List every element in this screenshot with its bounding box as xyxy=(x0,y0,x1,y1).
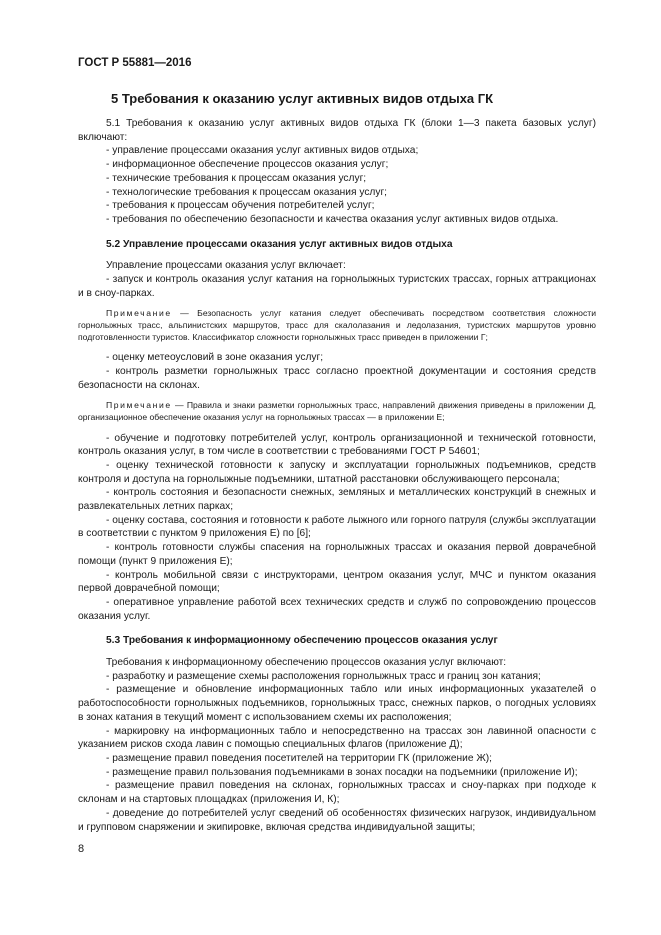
document-code: ГОСТ Р 55881—2016 xyxy=(78,57,192,69)
list-item: - технологические требования к процессам оказания услуг; xyxy=(106,186,387,198)
list-item: - размещение и обновление информационных табло или иных информационных указателей о работоспособности горнолыжных подъемников, горнолыжных трасс, снежных парков, о погодных условиях в зонах катания в текущий момент с использованием схемы их расположения; xyxy=(78,684,596,723)
subsection-title-5-2: 5.2 Управление процессами оказания услуг активных видов отдыха xyxy=(106,238,453,250)
list-item: - информационное обеспечение процессов оказания услуг; xyxy=(106,159,389,171)
list-item: - оценку метеоусловий в зоне оказания услуг; xyxy=(106,352,324,364)
subsection-title-5-3: 5.3 Требования к информационному обеспечению процессов оказания услуг xyxy=(106,635,498,647)
note-label: Примечание xyxy=(106,400,172,411)
list-item: - технические требования к процессам оказания услуг; xyxy=(106,172,367,184)
list-item: - оценку технической готовности к запуску и эксплуатации горнолыжных подъемников, средств контроля и доступа на горнолыжные подъемники, штатной расстановки обслуживающего персонала; xyxy=(78,459,596,485)
list-item: - контроль готовности службы спасения на горнолыжных трассах и оказания первой доврачебной помощи (пункт 9 приложения Е); xyxy=(78,542,596,567)
list-item: - требования по обеспечению безопасности и качества оказания услуг активных видов отдыха. xyxy=(106,213,559,225)
list-item: - контроль мобильной связи с инструкторами, центром оказания услуг, МЧС и пунктом оказания первой доврачебной помощи; xyxy=(78,569,596,595)
page-number: 8 xyxy=(78,843,85,855)
section-title: 5 Требования к оказанию услуг активных видов отдыха ГК xyxy=(111,91,494,106)
list-item: - управление процессами оказания услуг активных видов отдыха; xyxy=(106,145,419,157)
paragraph-intro: Управление процессами оказания услуг включает: xyxy=(106,260,346,272)
list-item: - размещение правил поведения посетителей на территории ГК (приложение Ж); xyxy=(106,752,492,764)
list-item: - запуск и контроль оказания услуг катания на горнолыжных туристских трассах, горных аттракционах и в сноу-парках. xyxy=(78,274,596,299)
list-item: - контроль состояния и безопасности снежных, земляных и металлических конструкций в снежных и развлекательных летних парках; xyxy=(78,487,596,513)
list-item: - контроль разметки горнолыжных трасс согласно проектной документации и состояния средств безопасности на склонах. xyxy=(78,365,596,391)
list-item: - разработку и размещение схемы расположения горнолыжных трасс и границ зон катания; xyxy=(106,670,541,682)
list-item: - требования к процессам обучения потребителей услуг; xyxy=(106,200,375,212)
page-body xyxy=(78,117,596,834)
list-item: - оценку состава, состояния и готовности к работе лыжного или горного патруля (службы эксплуатации в соответствии с пунктом 9 приложения Е) по [6]; xyxy=(78,514,596,540)
list-item: - обучение и подготовку потребителей услуг, контроль организационной и технической готовности, контроль оказания услуг, в том числе в соответствии с требованиями ГОСТ Р 54601; xyxy=(78,432,596,458)
list-item: - оперативное управление работой всех технических средств и служб по сопровождению процессов оказания услуг. xyxy=(78,596,596,622)
list-item: - маркировку на информационных табло и непосредственно на трассах зон лавинной опасности с указанием рисков схода лавин с помощью специальных флагов (приложение Д); xyxy=(78,725,596,751)
note xyxy=(78,400,596,423)
note-text: — Безопасность услуг катания следует обеспечивать посредством соответствия сложности горнолыжных трасс, альпинистских маршрутов, трасс для скалолазания и ледолазания, туристских маршрутов уровню подготовленности туристов. Классификатор сложности горнолыжных трасс приведен в приложении Г; xyxy=(78,308,596,342)
list-item: - размещение правил пользования подъемниками в зонах посадки на подъемники (приложение И); xyxy=(106,766,578,778)
paragraph-5-1: 5.1 Требования к оказанию услуг активных видов отдыха ГК (блоки 1—3 пакета базовых услуг) включают: xyxy=(78,118,596,143)
list-item: - доведение до потребителей услуг сведений об особенностях физических нагрузок, индивидуальном и групповом снаряжении и экипировке, включая средства индивидуальной защиты; xyxy=(78,807,596,833)
paragraph-intro: Требования к информационному обеспечению процессов оказания услуг включают: xyxy=(106,657,507,669)
note-text: — Правила и знаки разметки горнолыжных трасс, направлений движения приведены в приложении Д, организационное обеспечение оказания услуг на горнолыжных трассах — в приложении Е; xyxy=(78,400,596,422)
note-label: Примечание xyxy=(106,308,172,319)
list-item: - размещение правил поведения на склонах, горнолыжных трассах и сноу-парках при подходе к склонам и на стартовых площадках (приложения И, К); xyxy=(78,780,596,806)
note xyxy=(78,308,596,343)
